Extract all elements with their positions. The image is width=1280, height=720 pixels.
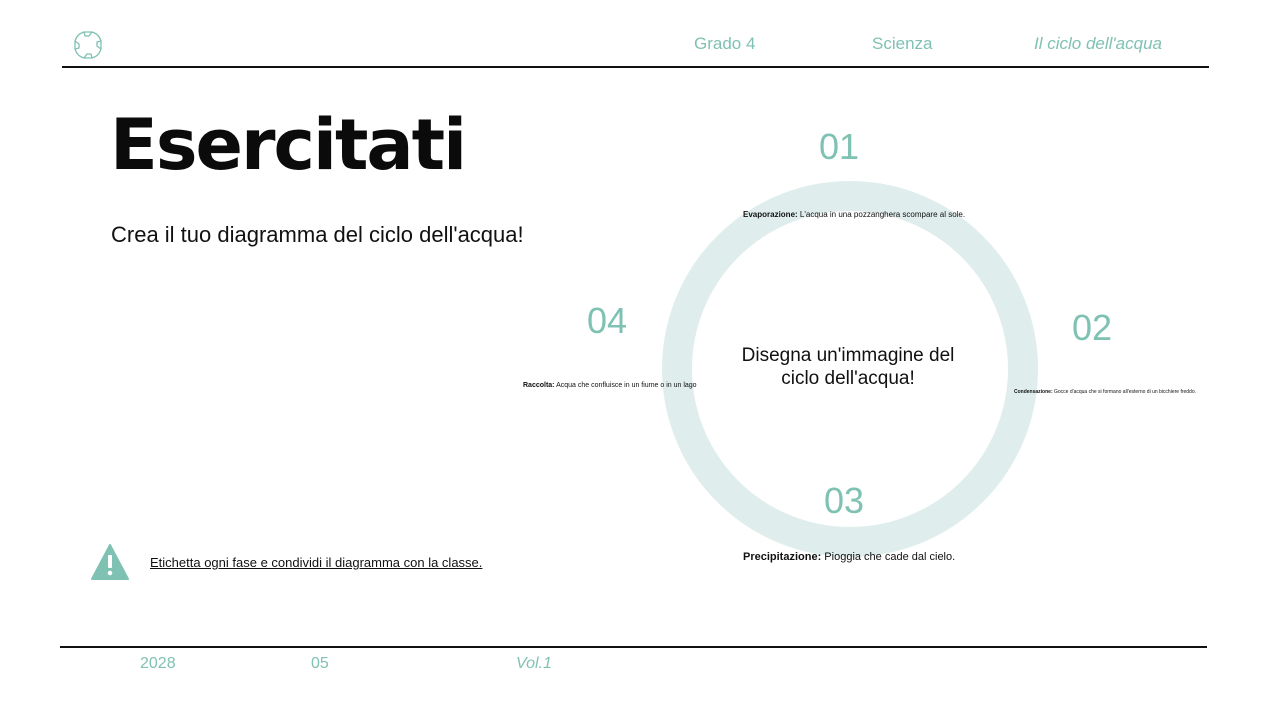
header-subject: Scienza: [872, 34, 933, 53]
diagram-center-prompt: Disegna un'immagine del ciclo dell'acqua!: [741, 345, 955, 389]
circular-arrows-icon: [72, 29, 104, 61]
footer-year: 2028: [140, 655, 176, 672]
page-subtitle: Crea il tuo diagramma del ciclo dell'acqua!: [111, 222, 524, 247]
stage-number-02: 02: [1072, 307, 1113, 348]
footer-divider: [60, 646, 1207, 648]
header-divider: [62, 66, 1209, 68]
stage-label-precipitation: Precipitazione: Pioggia che cade dal cielo.: [743, 551, 956, 563]
header-grade: Grado 4: [694, 34, 756, 53]
warning-triangle-icon: [90, 543, 130, 581]
stage-number-01: 01: [819, 126, 860, 167]
footer-issue: 05: [311, 655, 329, 672]
instruction-note: Etichetta ogni fase e condividi il diagramma con la classe.: [150, 555, 483, 570]
page-title: Esercitati: [110, 104, 466, 186]
stage-label-condensation: Condensazione: Gocce d'acqua che si formano all'esterno di un bicchiere freddo.: [1014, 389, 1197, 395]
stage-number-04: 04: [587, 300, 628, 341]
stage-number-03: 03: [824, 480, 865, 521]
footer-volume: Vol.1: [516, 655, 552, 672]
stage-label-collection: Raccolta: Acqua che confluisce in un fiume o in un lago: [523, 382, 697, 389]
header-topic: Il ciclo dell'acqua: [1034, 34, 1162, 53]
stage-label-evaporation: Evaporazione: L'acqua in una pozzanghera scompare al sole.: [743, 210, 966, 219]
